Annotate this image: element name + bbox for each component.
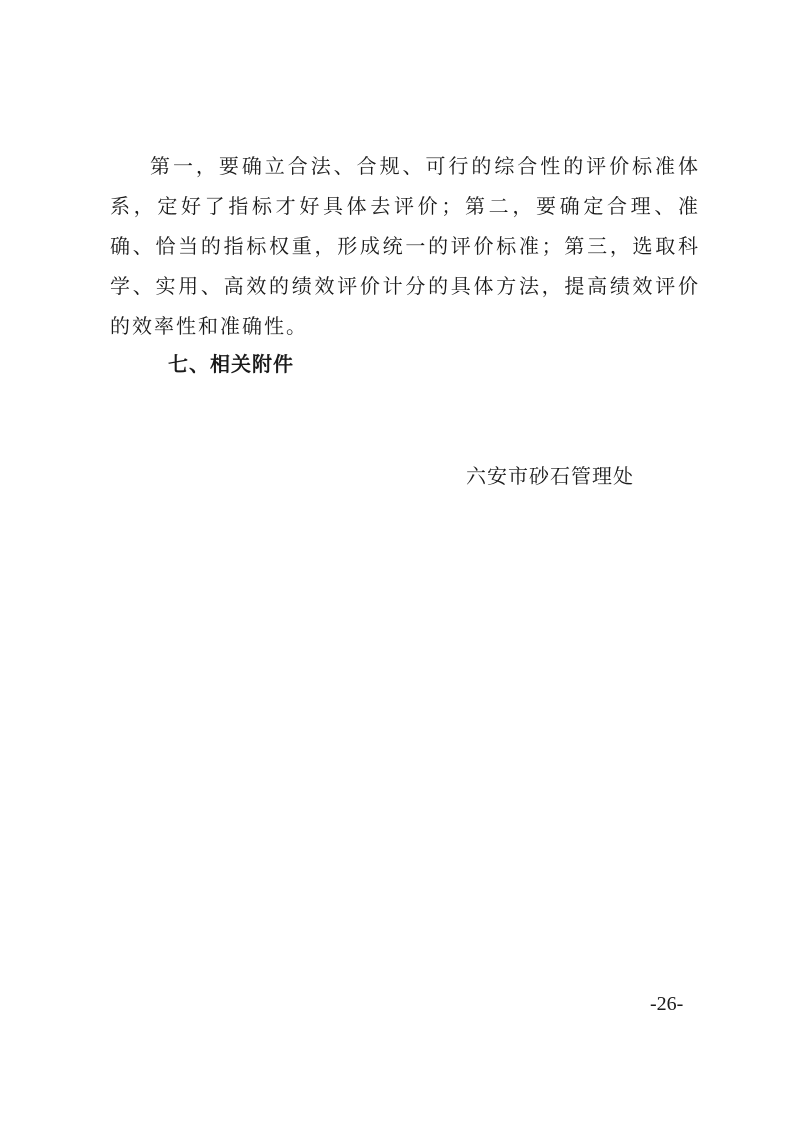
issuer-signature: 六安市砂石管理处 (466, 464, 634, 488)
body-paragraph: 第一，要确立合法、合规、可行的综合性的评价标准体系，定好了指标才好具体去评价；第二，要确定合理、准确、恰当的指标权重，形成统一的评价标准；第三，选取科学、实用、高效的绩效评价计分的具体方法，提高绩效评价的效率性和准确性。 (110, 154, 700, 338)
page-number: -26- (650, 993, 684, 1015)
section-heading: 七、相关附件 (168, 352, 294, 376)
